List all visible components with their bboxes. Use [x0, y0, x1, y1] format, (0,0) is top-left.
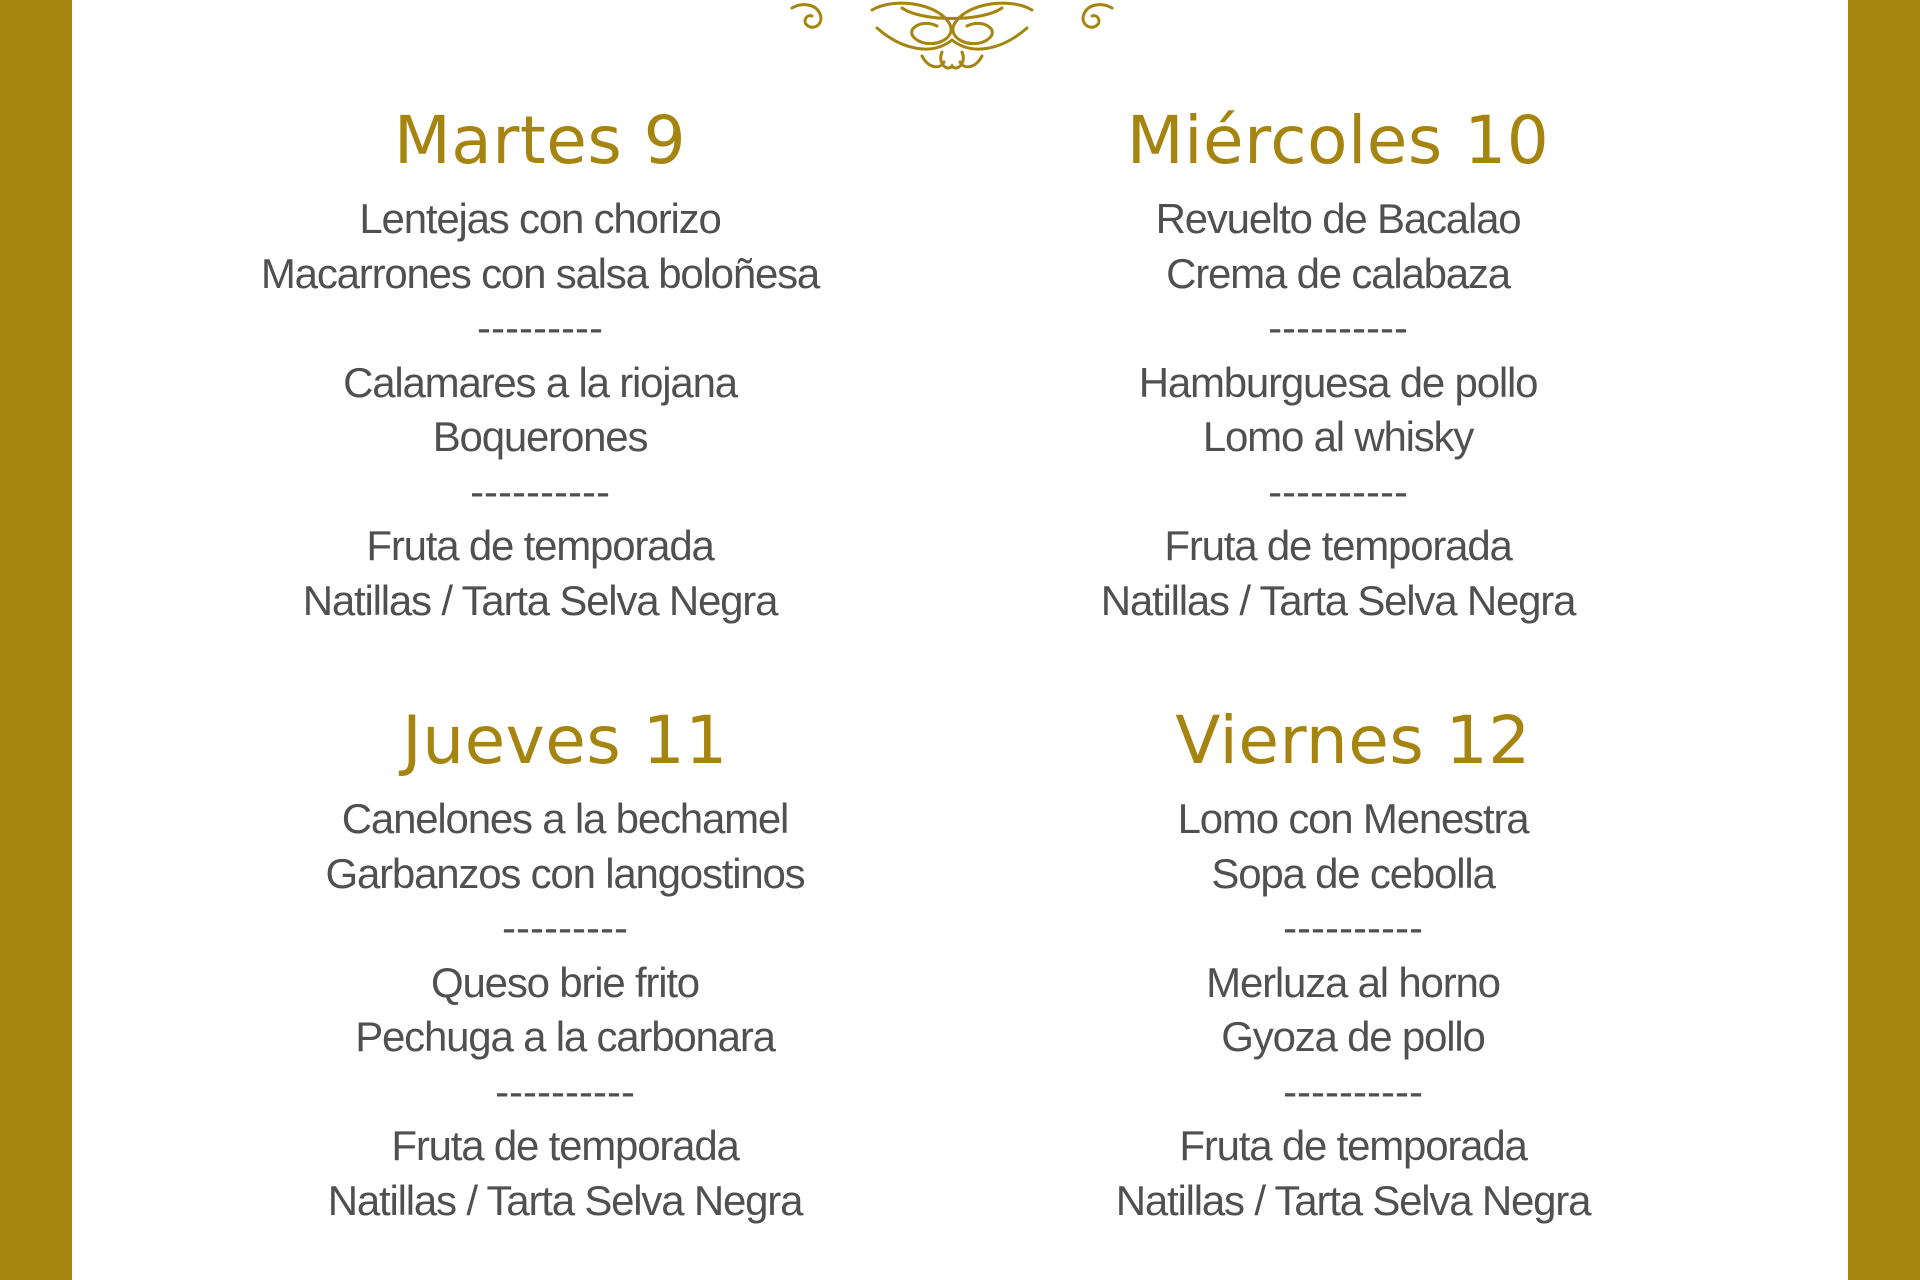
menu-line: Natillas / Tarta Selva Negra: [327, 1176, 803, 1224]
menu-line: Macarrones con salsa boloñesa: [260, 249, 820, 297]
menu-line: Gyoza de pollo: [1221, 1013, 1485, 1060]
separator-line: ----------: [495, 1067, 635, 1115]
right-gold-border: [1848, 0, 1920, 1280]
menu-line: Lomo con Menestra: [1177, 795, 1529, 842]
menu-line: Fruta de temporada: [1179, 1122, 1527, 1169]
menu-line: Canelones a la bechamel: [341, 795, 789, 842]
separator-line: ----------: [1268, 304, 1408, 351]
left-gold-border: [0, 0, 72, 1280]
menu-line: Fruta de temporada: [1164, 522, 1512, 569]
menu-line: Natillas / Tarta Selva Negra: [1115, 1176, 1591, 1224]
menu-line: Pechuga a la carbonara: [355, 1013, 775, 1060]
day-block-miercoles: [948, 102, 1728, 628]
separator-line: ----------: [1283, 904, 1423, 951]
menu-line: Queso brie frito: [431, 958, 699, 1006]
menu-line: Natillas / Tarta Selva Negra: [1100, 576, 1576, 624]
day-title: Miércoles 10: [1126, 102, 1550, 179]
menu-line: Lomo al whisky: [1202, 413, 1474, 460]
day-block-jueves: [175, 702, 955, 1228]
menu-line: Sopa de cebolla: [1211, 849, 1495, 897]
separator-line: ---------: [477, 304, 603, 351]
day-block-viernes: [963, 702, 1743, 1228]
menu-line: Fruta de temporada: [391, 1122, 739, 1169]
menu-line: Garbanzos con langostinos: [325, 849, 805, 897]
menu-line: Fruta de temporada: [366, 522, 714, 569]
menu-line: Crema de calabaza: [1166, 249, 1510, 297]
menu-line: Calamares a la riojana: [343, 358, 737, 406]
menu-line: Boquerones: [432, 413, 648, 460]
day-title: Jueves 11: [402, 702, 728, 779]
separator-line: ----------: [1268, 467, 1408, 515]
menu-line: Revuelto de Bacalao: [1155, 195, 1521, 242]
separator-line: ----------: [1283, 1067, 1423, 1115]
day-block-martes: [150, 102, 930, 628]
flourish-ornament-icon: [782, 0, 1122, 80]
separator-line: ---------: [502, 904, 628, 951]
menu-line: Lentejas con chorizo: [359, 195, 721, 242]
day-title: Viernes 12: [1175, 702, 1531, 779]
day-title: Martes 9: [393, 102, 687, 179]
menu-line: Natillas / Tarta Selva Negra: [302, 576, 778, 624]
menu-line: Merluza al horno: [1206, 958, 1500, 1006]
separator-line: ----------: [470, 467, 610, 515]
menu-line: Hamburguesa de pollo: [1138, 358, 1538, 406]
